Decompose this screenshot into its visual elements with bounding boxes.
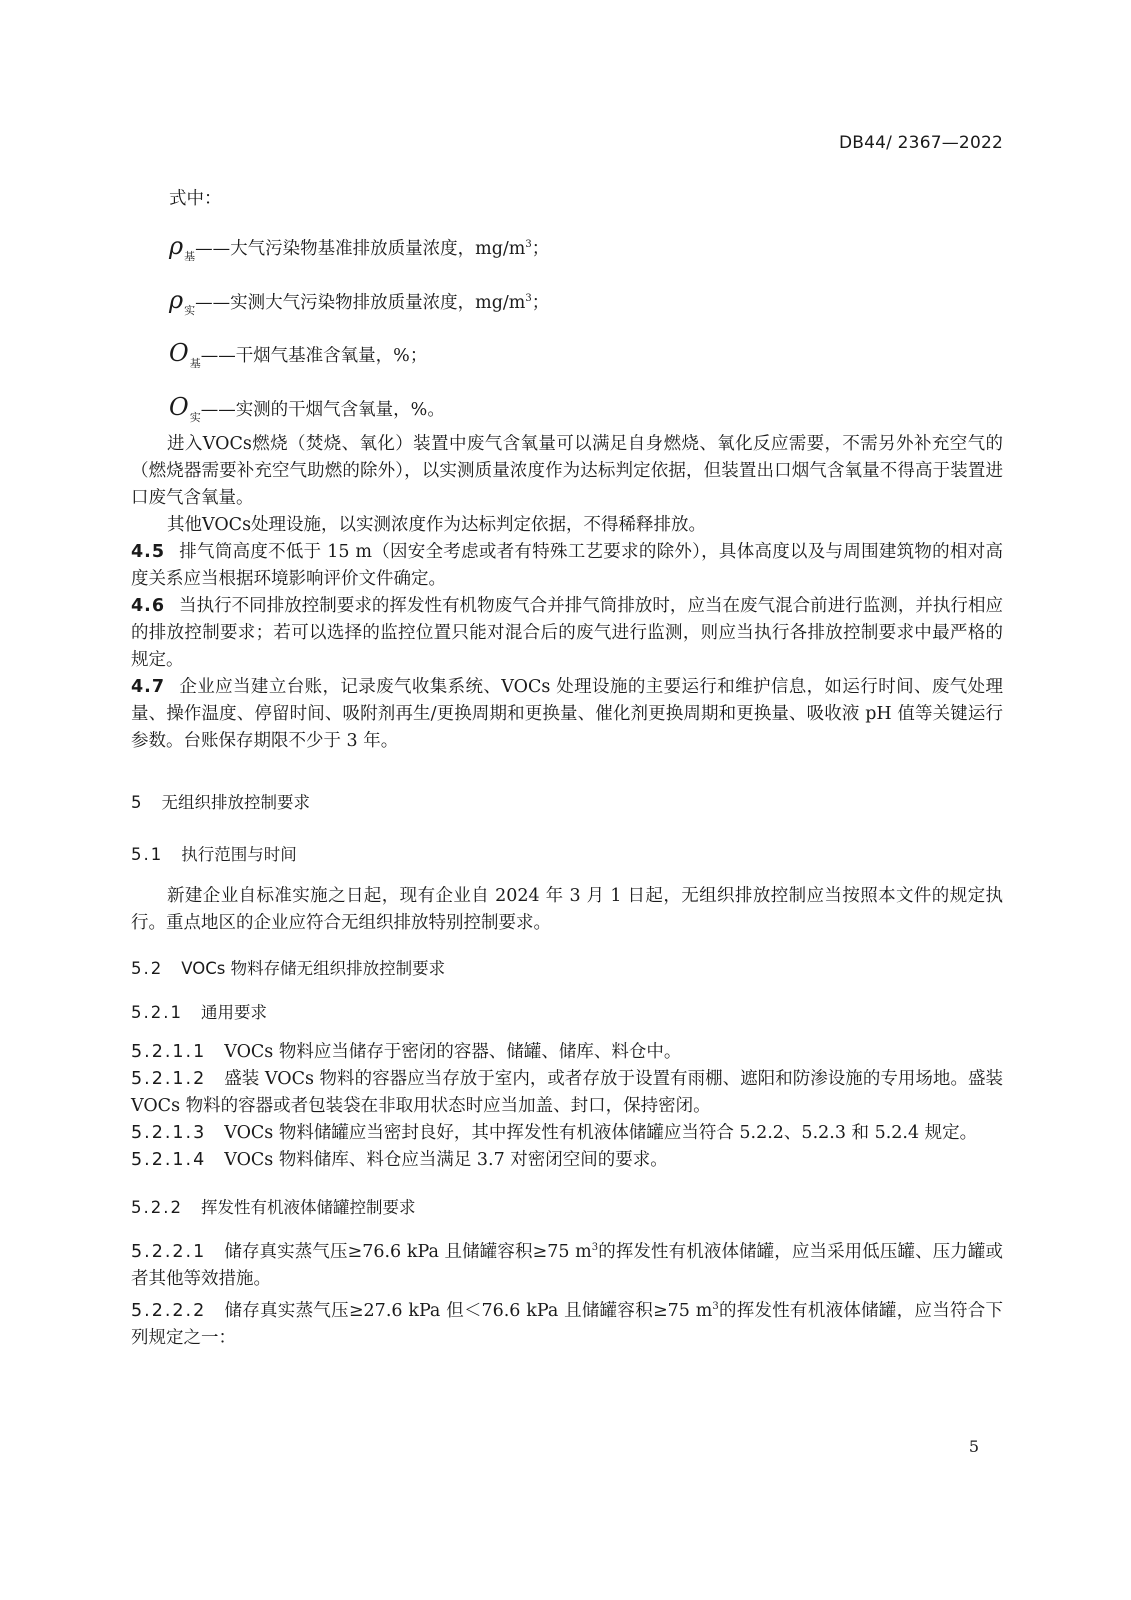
variable-subscript: 基 <box>184 250 196 263</box>
section-number: 5.2.2 <box>131 1198 183 1217</box>
clause-text: 储存真实蒸气压≥27.6 kPa 但＜76.6 kPa 且储罐容积≥75 m <box>224 1301 713 1321</box>
page-number: 5 <box>968 1437 979 1456</box>
superscript: 3 <box>591 1242 599 1253</box>
clause-text: 排气筒高度不低于 15 m（因安全考虑或者有特殊工艺要求的除外），具体高度以及与周围建筑物的相对高度关系应当根据环境影响评价文件确定。 <box>131 542 1003 589</box>
clause-text: VOCs 物料应当储存于密闭的容器、储罐、储库、料仓中。 <box>224 1042 682 1062</box>
section-5-2-2-heading <box>131 1194 1003 1218</box>
section-5-2-heading <box>131 955 1003 979</box>
page-content <box>131 186 1003 1352</box>
paragraph-other-facilities: 其他VOCs处理设施，以实测浓度作为达标判定依据，不得稀释排放。 <box>167 515 707 535</box>
clause-number: 4.6 <box>131 596 166 616</box>
section-5-1-text: 新建企业自标准实施之日起，现有企业自 2024 年 3 月 1 日起，无组织排放控制应当按照本文件的规定执行。重点地区的企业应符合无组织排放特别控制要求。 <box>131 886 1003 933</box>
clause-number: 5.2.1.1 <box>131 1042 207 1062</box>
clause-text: VOCs 物料储库、料仓应当满足 3.7 对密闭空间的要求。 <box>224 1150 668 1170</box>
variable-tail: ； <box>531 239 550 259</box>
clause-5-2-1-2 <box>131 1066 1003 1120</box>
clause-text: 盛装 VOCs 物料的容器应当存放于室内，或者存放于设置有雨棚、遮阳和防渗设施的专用场地。盛装 VOCs 物料的容器或者包装袋在非取用状态时应当加盖、封口，保持密闭。 <box>131 1069 1003 1116</box>
clause-5-2-1-3 <box>131 1120 1003 1147</box>
variable-description: ——大气污染物基准排放质量浓度，mg/m <box>195 239 526 259</box>
superscript: 3 <box>712 1301 719 1312</box>
clause-text-continued: 的挥发性有机液体储罐，应当采用低压罐、压力罐或者其他等效措施。 <box>131 1242 1003 1289</box>
clause-number: 5.2.1.3 <box>131 1123 207 1143</box>
clause-number: 4.7 <box>131 677 166 697</box>
clause-5-2-1-1 <box>131 1039 1003 1066</box>
variable-subscript: 实 <box>189 411 201 424</box>
variable-subscript: 实 <box>184 304 196 317</box>
clause-4-5 <box>131 539 1003 593</box>
variable-description: ——实测的干烟气含氧量，%。 <box>200 400 445 420</box>
paragraph-combustion: 进入VOCs燃烧（焚烧、氧化）装置中废气含氧量可以满足自身燃烧、氧化反应需要，不需另外补充空气的（燃烧器需要补充空气助燃的除外），以实测质量浓度作为达标判定依据，但装置出口烟气含氧量不得高于装置进口废气含氧量。 <box>131 434 1003 508</box>
section-5-heading <box>131 789 1003 813</box>
variable-symbol: O <box>169 339 189 367</box>
clause-text: 当执行不同排放控制要求的挥发性有机物废气合并排气筒排放时，应当在废气混合前进行监测，并执行相应的排放控制要求；若可以选择的监控位置只能对混合后的废气进行监测，则应当执行各排放控制要求中最严格的规定。 <box>131 596 1003 670</box>
variable-symbol: ρ <box>169 232 184 260</box>
variable-symbol: ρ <box>169 286 184 314</box>
clause-number: 5.2.1.4 <box>131 1150 207 1170</box>
superscript: 3 <box>525 293 532 304</box>
variable-tail: ； <box>531 293 550 313</box>
section-title: 无组织排放控制要求 <box>161 793 310 812</box>
clause-number: 5.2.1.2 <box>131 1069 207 1089</box>
section-number: 5.2.1 <box>131 1003 183 1022</box>
clause-5-2-2-2 <box>131 1293 1003 1352</box>
clause-5-2-1-4 <box>131 1147 1003 1174</box>
clause-number: 5.2.2.2 <box>131 1301 207 1321</box>
section-title: VOCs 物料存储无组织排放控制要求 <box>181 959 446 978</box>
clause-4-6 <box>131 593 1003 674</box>
clause-5-2-2-1 <box>131 1234 1003 1293</box>
variable-subscript: 基 <box>189 357 201 370</box>
variable-o-base <box>131 335 1003 371</box>
clause-text: 储存真实蒸气压≥76.6 kPa 且储罐容积≥75 m <box>224 1242 592 1262</box>
section-title: 挥发性有机液体储罐控制要求 <box>200 1198 416 1217</box>
section-title: 通用要求 <box>200 1003 267 1022</box>
section-5-2-1-heading <box>131 999 1003 1023</box>
variable-rho-measured <box>131 281 1003 317</box>
variable-description: ——实测大气污染物排放质量浓度，mg/m <box>195 293 526 313</box>
clause-number: 5.2.2.1 <box>131 1242 207 1262</box>
clause-text-continued: 的挥发性有机液体储罐，应当符合下列规定之一： <box>131 1301 1004 1348</box>
formula-where-label: 式中： <box>169 189 222 209</box>
document-id-header: DB44/ 2367—2022 <box>838 133 1003 153</box>
clause-4-7 <box>131 674 1003 755</box>
section-number: 5 <box>131 793 144 812</box>
clause-text: 企业应当建立台账，记录废气收集系统、VOCs 处理设施的主要运行和维护信息，如运行时间、废气处理量、操作温度、停留时间、吸附剂再生/更换周期和更换量、催化剂更换周期和更换量、吸收液 pH 值等关键运行参数。台账保存期限不少于 3 年。 <box>131 677 1003 751</box>
variable-symbol: O <box>169 393 189 421</box>
variable-description: ——干烟气基准含氧量，%； <box>200 346 428 366</box>
section-5-1-heading <box>131 841 1003 865</box>
clause-number: 4.5 <box>131 542 166 562</box>
section-number: 5.2 <box>131 959 164 978</box>
section-title: 执行范围与时间 <box>181 845 297 864</box>
variable-o-measured <box>131 389 1003 425</box>
section-number: 5.1 <box>131 845 164 864</box>
clause-text: VOCs 物料储罐应当密封良好，其中挥发性有机液体储罐应当符合 5.2.2、5.2.3 和 5.2.4 规定。 <box>224 1123 978 1143</box>
variable-rho-base <box>131 227 1003 263</box>
superscript: 3 <box>525 239 532 250</box>
